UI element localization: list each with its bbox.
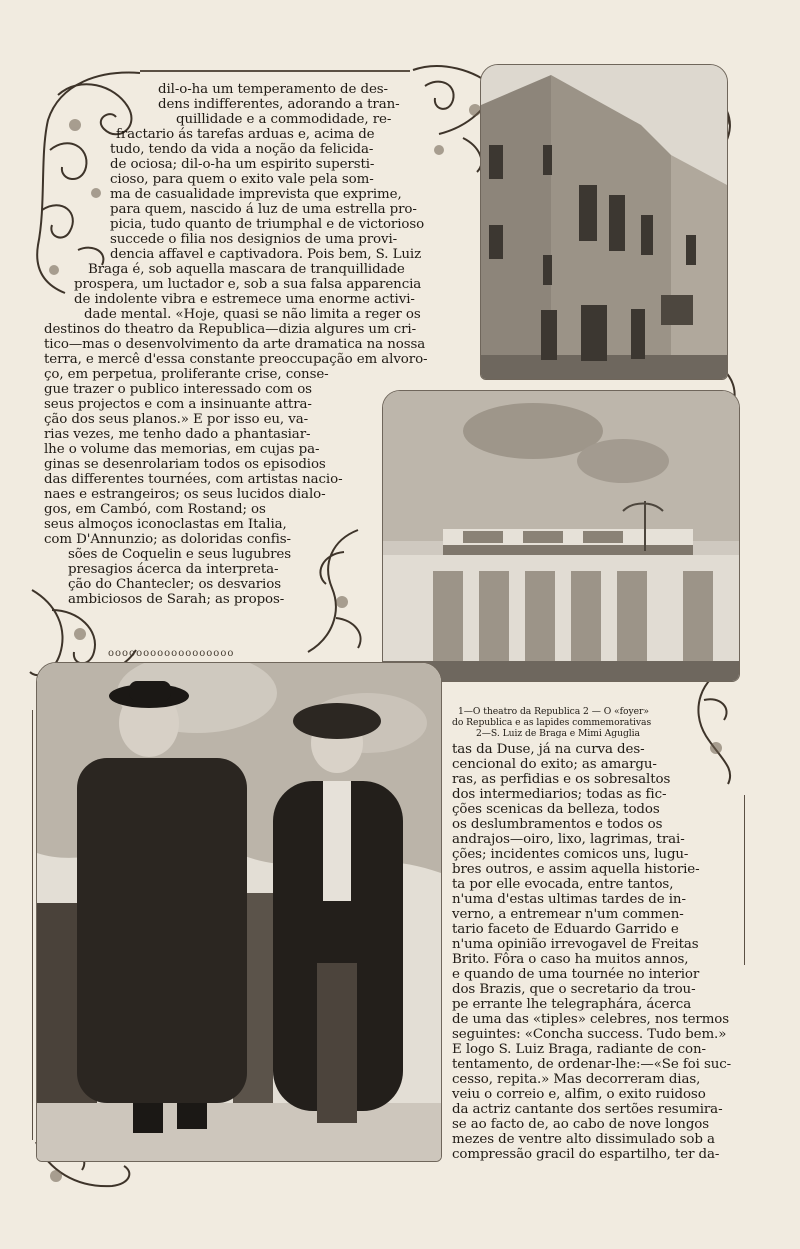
text-line: tudo, tendo da vida a noção da felicida- — [110, 142, 374, 157]
text-line: presagios ácerca da interpreta- — [68, 562, 279, 577]
photo-theatre-foyer — [382, 390, 740, 682]
text-line: seus projectos e com a insinuante attra- — [44, 397, 312, 412]
caption-line: 1—O theatro da Republica 2 — O «foyer» — [458, 706, 649, 717]
text-line: cesso, repita.» Mas decorreram dias, — [452, 1072, 701, 1087]
text-line: dos intermediarios; todas as fic- — [452, 787, 667, 802]
text-line: dil-o-ha um temperamento de des- — [158, 82, 388, 97]
text-line: dos Brazis, que o secretario da trou- — [452, 982, 696, 997]
text-line: para quem, nascido á luz de uma estrella pro- — [110, 202, 417, 217]
text-line: succede o filia nos designios de uma provi- — [110, 232, 398, 247]
left-bottom-border-rule — [32, 710, 33, 1140]
text-line: prospera, um luctador e, sob a sua falsa apparencia — [74, 277, 422, 292]
text-line: gue trazer o publico interessado com os — [44, 382, 312, 397]
text-line: cencional do exito; as amargu- — [452, 757, 657, 772]
portrait-image — [37, 663, 441, 1161]
text-line: ção dos seus planos.» E por isso eu, va- — [44, 412, 309, 427]
text-line: lhe o volume das memorias, em cujas pa- — [44, 442, 320, 457]
caption-line: 2—S. Luiz de Braga e Mimi Aguglia — [476, 728, 640, 739]
right-border-rule — [744, 795, 745, 965]
text-line: tentamento, de ordenar-lhe:—«Se foi suc- — [452, 1057, 732, 1072]
text-line: dencia affavel e captivadora. Pois bem, S. Luiz — [110, 247, 422, 262]
ornament-center-scroll — [292, 522, 382, 662]
text-line: mezes de ventre alto dissimulado sob a — [452, 1132, 715, 1147]
text-line: os deslumbramentos e todos os — [452, 817, 663, 832]
text-line: com D'Annunzio; as doloridas confis- — [44, 532, 291, 547]
text-line: n'uma d'estas ultimas tardes de in- — [452, 892, 686, 907]
text-line: ções; incidentes comicos uns, lugu- — [452, 847, 689, 862]
text-line: veiu o correio e, alfim, o exito ruidoso — [452, 1087, 706, 1102]
text-line: tas da Duse, já na curva des- — [452, 742, 645, 757]
text-line: picia, tudo quanto de triumphal e de victorioso — [110, 217, 425, 232]
text-line: ambiciosos de Sarah; as propos- — [68, 592, 285, 607]
text-line: gos, em Cambó, com Rostand; os — [44, 502, 266, 517]
photo-theatre-facade — [480, 64, 728, 380]
top-border-rule — [140, 70, 410, 72]
text-line: de ociosa; dil-o-ha um espirito supersti- — [110, 157, 375, 172]
text-line: tario faceto de Eduardo Garrido e — [452, 922, 679, 937]
text-line: fractario ás tarefas arduas e, acima de — [116, 127, 375, 142]
text-line: da actriz cantante dos sertões resumira- — [452, 1102, 723, 1117]
text-line: ções scenicas da belleza, todos — [452, 802, 660, 817]
text-line: ção do Chantecler; os desvarios — [68, 577, 281, 592]
photo-luiz-braga-mimi-aguglia — [36, 662, 442, 1162]
text-line: naes e estrangeiros; os seus lucidos dialo- — [44, 487, 326, 502]
text-line: verno, a entremear n'um commen- — [452, 907, 684, 922]
text-line: andrajos—oiro, lixo, lagrimas, trai- — [452, 832, 685, 847]
text-line: sões de Coquelin e seus lugubres — [68, 547, 292, 562]
text-line: dens indifferentes, adorando a tran- — [158, 97, 400, 112]
text-line: e quando de uma tournée no interior — [452, 967, 700, 982]
text-line: seguintes: «Concha success. Tudo bem.» — [452, 1027, 727, 1042]
text-line: ta por elle evocada, entre tantos, — [452, 877, 674, 892]
text-line: terra, e mercê d'essa constante preoccupação em alvoro- — [44, 352, 428, 367]
text-line: compressão gracil do espartilho, ter da- — [452, 1147, 720, 1162]
text-line: de indolente vibra e estremece uma enorme activi- — [74, 292, 415, 307]
text-line: ma de casualidade imprevista que exprime, — [110, 187, 402, 202]
text-line: ço, em perpetua, proliferante crise, conse- — [44, 367, 329, 382]
text-line: E logo S. Luiz Braga, radiante de con- — [452, 1042, 706, 1057]
text-line: das differentes tournées, com artistas nacio- — [44, 472, 343, 487]
text-line: dade mental. «Hoje, quasi se não limita a reger os — [84, 307, 421, 322]
text-line: n'uma opinião irrevogavel de Freitas — [452, 937, 699, 952]
dotted-border: oooooooooooooooooo — [108, 648, 235, 659]
text-line: ginas se desenrolariam todos os episodios — [44, 457, 326, 472]
foyer-image — [383, 391, 739, 681]
caption-line: do Republica e as lapides commemorativas — [452, 717, 652, 728]
text-line: rias vezes, me tenho dado a phantasiar- — [44, 427, 311, 442]
text-line: seus almoços iconoclastas em Italia, — [44, 517, 287, 532]
text-line: destinos do theatro da Republica—dizia algures um cri- — [44, 322, 417, 337]
text-line: Braga é, sob aquella mascara de tranquillidade — [88, 262, 405, 277]
text-line: quillidade e a commodidade, re- — [176, 112, 392, 127]
text-line: Brito. Fôra o caso ha muitos annos, — [452, 952, 689, 967]
text-line: se ao facto de, ao cabo de nove longos — [452, 1117, 710, 1132]
text-line: bres outros, e assim aquella historie- — [452, 862, 700, 877]
text-line: de uma das «tiples» celebres, nos termos — [452, 1012, 730, 1027]
theatre-facade-image — [481, 65, 727, 379]
text-line: tico—mas o desenvolvimento da arte dramatica na nossa — [44, 337, 426, 352]
text-line: pe errante lhe telegraphára, ácerca — [452, 997, 692, 1012]
text-line: ras, as perfidias e os sobresaltos — [452, 772, 671, 787]
text-line: cioso, para quem o exito vale pela som- — [110, 172, 374, 187]
